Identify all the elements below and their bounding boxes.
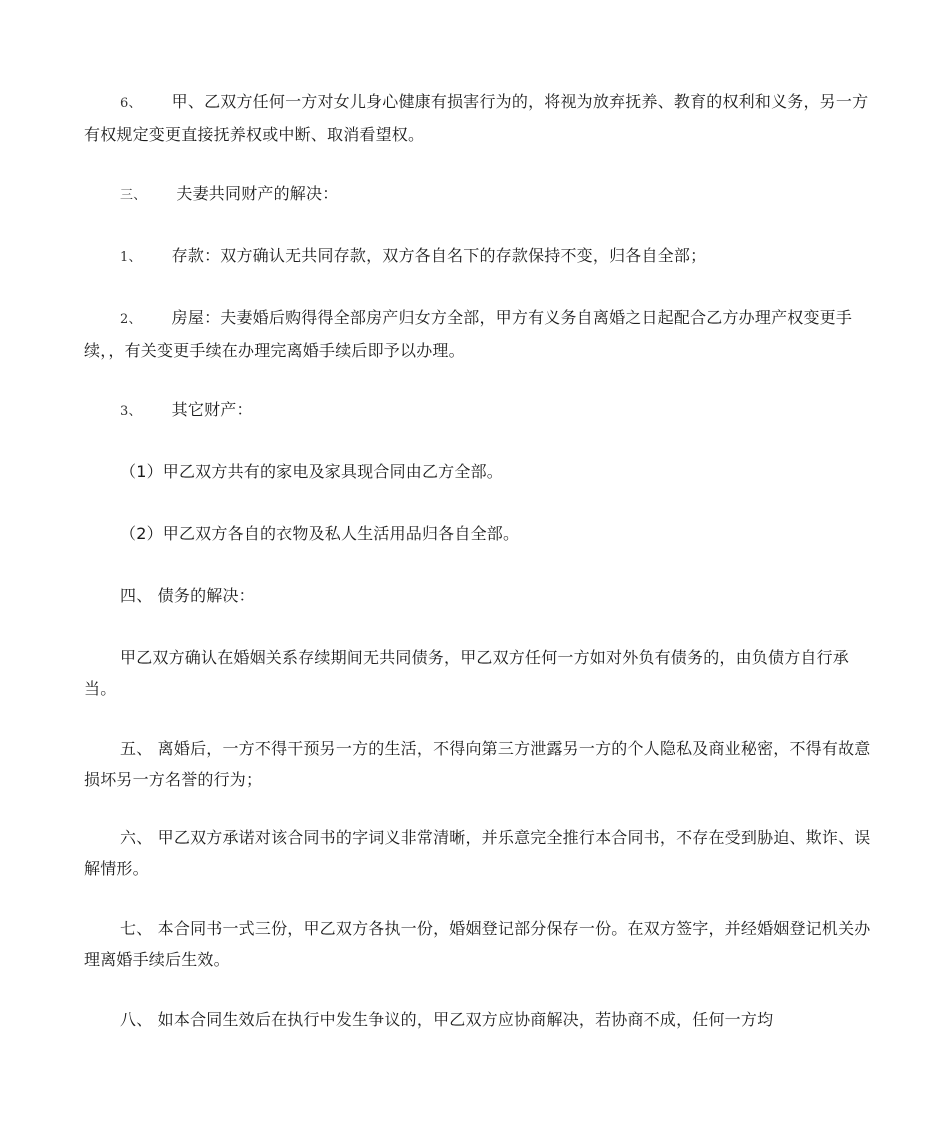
clause-6-custody-rights	[84, 86, 874, 150]
clause-text: 甲乙双方确认在婚姻关系存续期间无共同债务，甲乙双方任何一方如对外负有债务的，由负债方自行承当。	[84, 648, 850, 698]
clause-2-housing	[84, 302, 874, 366]
clause-text: 八、 如本合同生效后在执行中发生争议的，甲乙双方应协商解决，若协商不成，任何一方均	[120, 1010, 774, 1029]
section-3-heading	[84, 178, 874, 211]
clause-text: 五、 离婚后，一方不得干预另一方的生活，不得向第三方泄露另一方的个人隐私及商业秘密，不得有故意损坏另一方名誉的行为；	[84, 739, 871, 789]
section-7-clause	[84, 913, 874, 975]
clause-number: 2、	[120, 312, 142, 327]
section-6-clause	[84, 822, 874, 884]
clause-number: 1、	[120, 250, 142, 265]
clause-text: 其它财产：	[171, 400, 253, 419]
clause-3-other-property	[84, 394, 874, 427]
clause-text: 存款：双方确认无共同存款，双方各自名下的存款保持不变，归各自全部；	[171, 246, 707, 265]
clause-text: 房屋：夫妻婚后购得得全部房产归女方全部，甲方有义务自离婚之日起配合乙方办理产权变更手续，，有关变更手续在办理完离婚手续后即予以办理。	[84, 308, 853, 360]
section-title: 夫妻共同财产的解决：	[176, 184, 339, 203]
clause-number: 3、	[120, 404, 142, 419]
section-5-clause	[84, 733, 874, 795]
sub-item-2-personal-items	[84, 518, 874, 549]
section-4-heading	[84, 580, 874, 611]
clause-text: 七、 本合同书一式三份，甲乙双方各执一份，婚姻登记部分保存一份。在双方签字，并经婚姻登记机关办理离婚手续后生效。	[84, 919, 871, 969]
sub-item-text: （1）甲乙双方共有的家电及家具现合同由乙方全部。	[120, 462, 503, 481]
clause-1-deposits	[84, 240, 874, 273]
section-title: 四、 债务的解决：	[120, 586, 255, 605]
clause-text: 甲、乙双方任何一方对女儿身心健康有损害行为的，将视为放弃抚养、教育的权利和义务，另一方有权规定变更直接抚养权或中断、取消看望权。	[84, 92, 869, 144]
debt-clause	[84, 642, 874, 704]
section-8-clause	[84, 1004, 874, 1035]
sub-item-text: （2）甲乙双方各自的衣物及私人生活用品归各自全部。	[120, 524, 520, 543]
section-number: 三、	[120, 188, 147, 203]
clause-text: 六、 甲乙双方承诺对该合同书的字词义非常清晰，并乐意完全推行本合同书，不存在受到胁迫、欺诈、误解情形。	[84, 828, 871, 878]
clause-number: 6、	[120, 96, 142, 111]
sub-item-1-appliances	[84, 456, 874, 487]
